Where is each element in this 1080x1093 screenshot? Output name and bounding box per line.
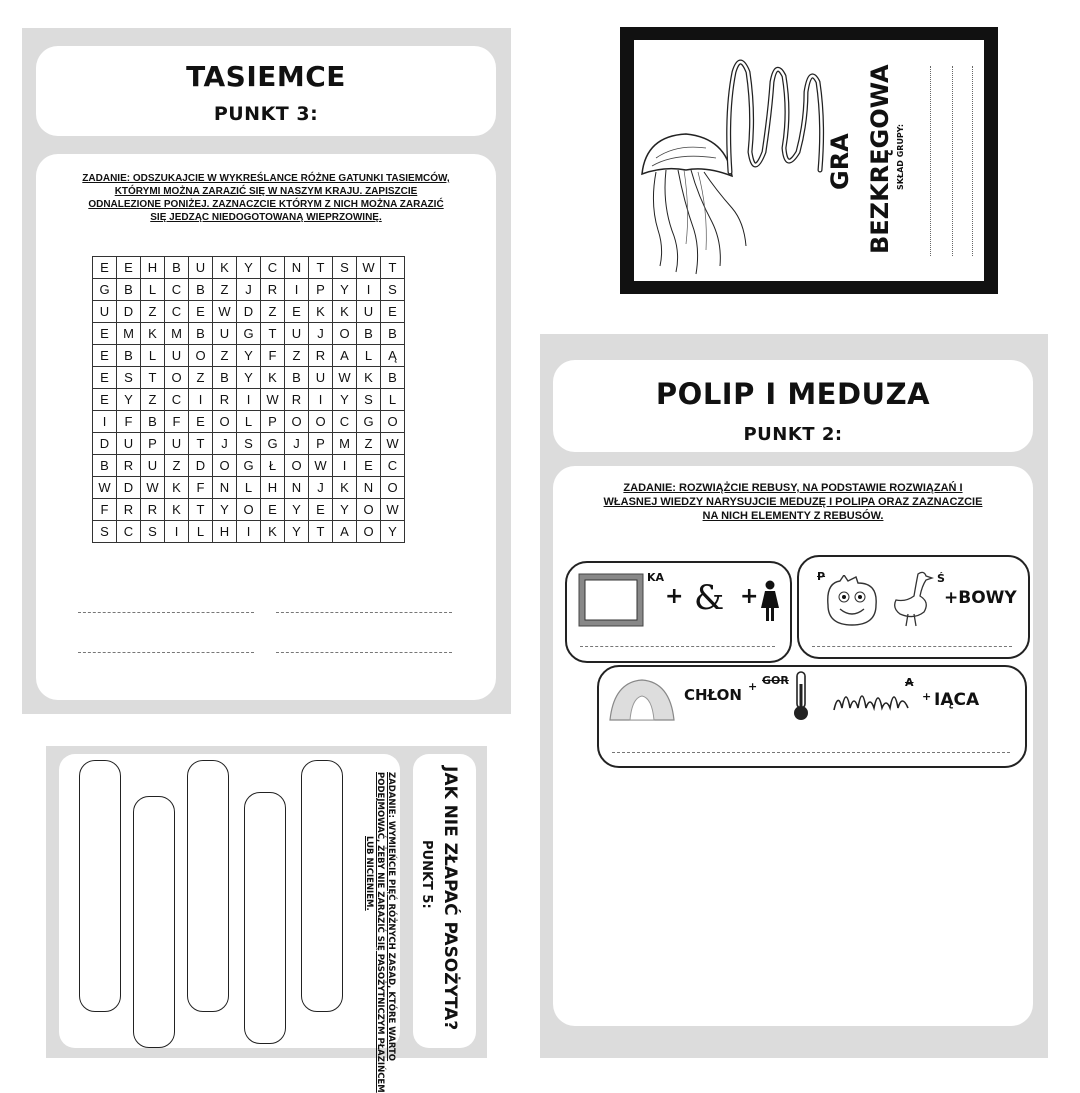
grid-cell[interactable]: M — [333, 433, 357, 455]
task-line: ODNALEZIONE PONIŻEJ. ZAZNACZCIE KTÓRYM Z NICH MOŻNA ZARAZIĆ — [88, 199, 444, 210]
rebus-3-tail: IĄCA — [934, 690, 980, 710]
answer-pill-1[interactable] — [79, 760, 121, 1012]
grid-cell[interactable]: A — [333, 521, 357, 543]
group-line[interactable] — [972, 66, 973, 256]
grid-cell[interactable]: U — [165, 433, 189, 455]
grid-cell[interactable]: Y — [237, 345, 261, 367]
grid-cell[interactable]: K — [357, 367, 381, 389]
grid-cell[interactable]: R — [309, 345, 333, 367]
grid-cell[interactable]: E — [93, 345, 117, 367]
grid-cell[interactable]: B — [189, 323, 213, 345]
grid-cell[interactable]: B — [117, 279, 141, 301]
grid-cell[interactable]: B — [189, 279, 213, 301]
grid-cell[interactable]: B — [141, 411, 165, 433]
grid-cell[interactable]: B — [93, 455, 117, 477]
grid-cell[interactable]: C — [165, 301, 189, 323]
grid-cell[interactable]: Z — [213, 279, 237, 301]
grid-cell[interactable]: O — [309, 411, 333, 433]
grid-cell[interactable]: U — [189, 257, 213, 279]
grid-cell[interactable]: E — [309, 499, 333, 521]
grid-cell[interactable]: B — [381, 323, 405, 345]
answer-pill-4[interactable] — [244, 792, 286, 1044]
grid-cell[interactable]: F — [93, 499, 117, 521]
grid-cell[interactable]: L — [237, 411, 261, 433]
grid-cell[interactable]: H — [213, 521, 237, 543]
grid-cell[interactable]: L — [141, 279, 165, 301]
grid-cell[interactable]: E — [93, 323, 117, 345]
grid-cell[interactable]: S — [381, 279, 405, 301]
rebus-3-plus: + — [748, 680, 758, 693]
rebus-1-plus-2: + — [740, 584, 759, 609]
grid-cell[interactable]: T — [189, 433, 213, 455]
cover-title-line-2: BEZKRĘGOWA — [866, 64, 894, 254]
grid-cell[interactable]: U — [357, 301, 381, 323]
task-line: ZADANIE: ODSZUKAJCIE W WYKREŚLANCE RÓŻNE GATUNKI TASIEMCÓW, — [82, 173, 450, 184]
grid-cell[interactable]: O — [357, 521, 381, 543]
polip-task — [560, 481, 1026, 523]
grid-cell[interactable]: O — [189, 345, 213, 367]
grid-cell[interactable]: A — [333, 345, 357, 367]
grid-cell[interactable]: D — [117, 477, 141, 499]
polip-point: PUNKT 2: — [743, 424, 843, 445]
grid-cell[interactable]: F — [189, 477, 213, 499]
grid-cell[interactable]: Y — [285, 521, 309, 543]
grid-cell[interactable]: N — [285, 477, 309, 499]
grid-cell[interactable]: O — [237, 499, 261, 521]
grid-cell[interactable]: C — [165, 279, 189, 301]
grid-row — [93, 433, 405, 455]
grid-cell[interactable]: K — [333, 477, 357, 499]
grid-cell[interactable]: T — [189, 499, 213, 521]
tasiemce-point: PUNKT 3: — [213, 103, 319, 125]
grid-cell[interactable]: L — [141, 345, 165, 367]
grid-cell[interactable]: C — [381, 455, 405, 477]
grid-cell[interactable]: O — [165, 367, 189, 389]
grid-cell[interactable]: N — [285, 257, 309, 279]
grid-cell[interactable]: K — [213, 257, 237, 279]
grid-cell[interactable]: Ł — [261, 455, 285, 477]
grid-cell[interactable]: Y — [333, 279, 357, 301]
task-line: NA NICH ELEMENTY Z REBUSÓW. — [702, 510, 884, 522]
grid-cell[interactable]: Y — [333, 499, 357, 521]
pasozyt-point: PUNKT 5: — [419, 840, 434, 909]
grid-cell[interactable]: I — [237, 521, 261, 543]
group-line[interactable] — [952, 66, 953, 256]
grid-cell[interactable]: J — [285, 433, 309, 455]
grid-cell[interactable]: U — [165, 345, 189, 367]
rebus-3-answer-line[interactable] — [612, 752, 1010, 753]
grid-cell[interactable]: E — [189, 411, 213, 433]
grid-cell[interactable]: I — [285, 279, 309, 301]
grid-cell[interactable]: Y — [237, 367, 261, 389]
grid-cell[interactable]: I — [309, 389, 333, 411]
pasozyt-task-line-2: PODEJMOWAĆ, ŻEBY NIE ZARAZIĆ SIĘ PASOŻYTNICZYM PŁAZIŃCEM — [375, 772, 385, 1093]
grid-cell[interactable]: O — [285, 411, 309, 433]
grid-cell[interactable]: F — [165, 411, 189, 433]
grid-cell[interactable]: R — [285, 389, 309, 411]
rebus-2-strike: P — [817, 570, 826, 583]
grid-row — [93, 477, 405, 499]
grid-cell[interactable]: R — [261, 279, 285, 301]
grid-cell[interactable]: K — [261, 367, 285, 389]
grid-cell[interactable]: I — [165, 521, 189, 543]
grid-cell[interactable]: P — [141, 433, 165, 455]
grid-cell[interactable]: G — [261, 433, 285, 455]
grid-cell[interactable]: R — [141, 499, 165, 521]
task-line: KTÓRYMI MOŻNA ZARAZIĆ SIĘ W NASZYM KRAJU. ZAPISZCIE — [114, 186, 418, 197]
grid-cell[interactable]: L — [357, 345, 381, 367]
pasozyt-task-line-1: ZADANIE: WYMIEŃCIE PIĘĆ RÓŻNYCH ZASAD, KTÓRE WARTO — [386, 772, 396, 1062]
grid-cell[interactable]: Z — [141, 389, 165, 411]
tasiemce-title: TASIEMCE — [186, 60, 346, 93]
monster-icon — [822, 575, 882, 627]
grid-cell[interactable]: G — [237, 323, 261, 345]
answer-pill-2[interactable] — [133, 796, 175, 1048]
grid-cell[interactable]: T — [381, 257, 405, 279]
answer-pill-5[interactable] — [301, 760, 343, 1012]
worm-illustration — [720, 52, 830, 182]
grid-cell[interactable]: I — [333, 455, 357, 477]
grid-row — [93, 257, 405, 279]
grid-cell[interactable]: E — [189, 301, 213, 323]
grid-cell[interactable]: S — [141, 521, 165, 543]
task-line: ZADANIE: ROZWIĄŻCIE REBUSY, NA PODSTAWIE ROZWIĄZAŃ I — [623, 482, 963, 494]
grid-row — [93, 411, 405, 433]
grid-cell[interactable]: B — [213, 367, 237, 389]
grid-row — [93, 389, 405, 411]
rebus-1-answer-line[interactable] — [580, 646, 775, 647]
grid-cell[interactable]: N — [213, 477, 237, 499]
grid-cell[interactable]: H — [261, 477, 285, 499]
grid-cell[interactable]: O — [213, 411, 237, 433]
grid-cell[interactable]: I — [237, 389, 261, 411]
grid-cell[interactable]: K — [141, 323, 165, 345]
grid-cell[interactable]: Y — [213, 499, 237, 521]
grid-cell[interactable]: L — [189, 521, 213, 543]
rebus-2-tail: +BOWY — [944, 588, 1017, 608]
grid-cell[interactable]: B — [165, 257, 189, 279]
rebus-3-strike: GOR — [762, 674, 789, 687]
pasozyt-task-line-3: LUB NICIENIEM. — [364, 836, 374, 911]
answer-line[interactable] — [78, 652, 254, 653]
grid-cell[interactable]: W — [141, 477, 165, 499]
grid-cell[interactable]: U — [141, 455, 165, 477]
rebus-3-strike-2: A — [905, 676, 914, 689]
grass-icon — [832, 682, 912, 712]
grid-cell[interactable]: K — [309, 301, 333, 323]
grid-cell[interactable]: Z — [141, 301, 165, 323]
grid-cell[interactable]: U — [213, 323, 237, 345]
grid-row — [93, 455, 405, 477]
answer-line[interactable] — [276, 652, 452, 653]
grid-cell[interactable]: U — [309, 367, 333, 389]
cover-title-line-1: GRA — [826, 133, 854, 190]
grid-cell[interactable]: M — [165, 323, 189, 345]
answer-line[interactable] — [276, 612, 452, 613]
grid-cell[interactable]: G — [237, 455, 261, 477]
grid-row — [93, 323, 405, 345]
grid-cell[interactable]: R — [117, 499, 141, 521]
grid-cell[interactable]: J — [237, 279, 261, 301]
grid-cell[interactable]: F — [261, 345, 285, 367]
grid-cell[interactable]: J — [309, 477, 333, 499]
grid-cell[interactable]: O — [333, 323, 357, 345]
grid-cell[interactable]: U — [117, 433, 141, 455]
grid-cell[interactable]: B — [381, 367, 405, 389]
rebus-3-plus-2: + — [922, 690, 932, 703]
grid-cell[interactable]: Y — [333, 389, 357, 411]
grid-cell[interactable]: E — [261, 499, 285, 521]
grid-cell[interactable]: Z — [213, 345, 237, 367]
grid-row — [93, 367, 405, 389]
grid-cell[interactable]: P — [309, 433, 333, 455]
grid-cell[interactable]: F — [117, 411, 141, 433]
grid-row — [93, 521, 405, 543]
word-search-grid — [92, 256, 405, 543]
grid-cell[interactable]: K — [165, 477, 189, 499]
grid-cell[interactable]: Y — [237, 257, 261, 279]
grid-cell[interactable]: E — [93, 367, 117, 389]
grid-cell[interactable]: R — [117, 455, 141, 477]
grid-cell[interactable]: G — [357, 411, 381, 433]
grid-cell[interactable]: I — [189, 389, 213, 411]
grid-cell[interactable]: D — [189, 455, 213, 477]
grid-cell[interactable]: O — [381, 411, 405, 433]
grid-cell[interactable]: P — [261, 411, 285, 433]
grid-cell[interactable]: B — [117, 345, 141, 367]
woman-icon — [760, 580, 780, 622]
grid-cell[interactable]: W — [261, 389, 285, 411]
grid-cell[interactable]: C — [333, 411, 357, 433]
grid-cell[interactable]: T — [141, 367, 165, 389]
grid-cell[interactable]: U — [93, 301, 117, 323]
grid-cell[interactable]: R — [213, 389, 237, 411]
grid-cell[interactable]: Z — [189, 367, 213, 389]
grid-cell[interactable]: Y — [285, 499, 309, 521]
rebus-1-ampersand: & — [694, 578, 725, 618]
grid-cell[interactable]: Y — [117, 389, 141, 411]
grid-cell[interactable]: Z — [165, 455, 189, 477]
grid-cell[interactable]: D — [117, 301, 141, 323]
rebus-1-plus: + — [665, 584, 684, 609]
grid-cell[interactable]: T — [261, 323, 285, 345]
grid-cell[interactable]: O — [381, 477, 405, 499]
task-line: WŁASNEJ WIEDZY NARYSUJCIE MEDUZĘ I POLIPA ORAZ ZAZNACZCIE — [603, 496, 983, 508]
grid-cell[interactable]: K — [261, 521, 285, 543]
grid-cell[interactable]: L — [381, 389, 405, 411]
grid-cell[interactable]: S — [333, 257, 357, 279]
rebus-1-sup: KA — [647, 571, 665, 584]
grid-cell[interactable]: P — [309, 279, 333, 301]
grid-cell[interactable]: W — [309, 455, 333, 477]
group-line[interactable] — [930, 66, 931, 256]
grid-cell[interactable]: Ą — [381, 345, 405, 367]
grid-cell[interactable]: G — [93, 279, 117, 301]
grid-cell[interactable]: K — [333, 301, 357, 323]
grid-cell[interactable]: E — [93, 389, 117, 411]
grid-cell[interactable]: Z — [357, 433, 381, 455]
grid-cell[interactable]: Y — [381, 521, 405, 543]
grid-cell[interactable]: E — [117, 257, 141, 279]
grid-cell[interactable]: T — [309, 257, 333, 279]
grid-cell[interactable]: W — [381, 499, 405, 521]
grid-cell[interactable]: D — [237, 301, 261, 323]
goose-icon — [890, 568, 934, 628]
grid-cell[interactable]: M — [117, 323, 141, 345]
grid-cell[interactable]: Z — [261, 301, 285, 323]
grid-cell[interactable]: W — [357, 257, 381, 279]
grid-cell[interactable]: C — [261, 257, 285, 279]
thermometer-icon — [792, 670, 810, 722]
cover-group-label: SKŁAD GRUPY: — [896, 123, 905, 190]
grid-cell[interactable]: Z — [285, 345, 309, 367]
answer-line[interactable] — [78, 612, 254, 613]
grid-cell[interactable]: J — [309, 323, 333, 345]
grid-cell[interactable]: E — [381, 301, 405, 323]
grid-cell[interactable]: B — [285, 367, 309, 389]
grid-cell[interactable]: I — [93, 411, 117, 433]
grid-row — [93, 499, 405, 521]
grid-cell[interactable]: E — [285, 301, 309, 323]
grid-cell[interactable]: W — [333, 367, 357, 389]
tasiemce-task — [46, 172, 486, 224]
grid-cell[interactable]: N — [357, 477, 381, 499]
grid-cell[interactable]: O — [357, 499, 381, 521]
grid-cell[interactable]: B — [357, 323, 381, 345]
picture-frame-icon — [578, 573, 644, 627]
grid-cell[interactable]: K — [165, 499, 189, 521]
grid-cell[interactable]: D — [93, 433, 117, 455]
grid-row — [93, 345, 405, 367]
grid-cell[interactable]: U — [285, 323, 309, 345]
grid-cell[interactable]: J — [213, 433, 237, 455]
grid-row — [93, 301, 405, 323]
grid-cell[interactable]: O — [213, 455, 237, 477]
grid-cell[interactable]: I — [357, 279, 381, 301]
grid-cell[interactable]: S — [237, 433, 261, 455]
rebus-3-word: CHŁON — [684, 686, 742, 704]
grid-cell[interactable]: W — [93, 477, 117, 499]
grid-cell[interactable]: C — [117, 521, 141, 543]
grid-cell[interactable]: L — [237, 477, 261, 499]
cave-icon — [608, 676, 676, 722]
grid-cell[interactable]: S — [117, 367, 141, 389]
grid-cell[interactable]: E — [357, 455, 381, 477]
grid-cell[interactable]: H — [141, 257, 165, 279]
grid-cell[interactable]: W — [381, 433, 405, 455]
rebus-2-answer-line[interactable] — [812, 646, 1012, 647]
rebus-2-sup: Ś — [937, 572, 945, 585]
grid-cell[interactable]: E — [93, 257, 117, 279]
grid-cell[interactable]: W — [213, 301, 237, 323]
grid-row — [93, 279, 405, 301]
polip-title: POLIP I MEDUZA — [655, 377, 931, 411]
grid-cell[interactable]: S — [357, 389, 381, 411]
grid-cell[interactable]: S — [93, 521, 117, 543]
task-line: SIĘ JEDZĄC NIEDOGOTOWANĄ WIEPRZOWINĘ. — [150, 212, 382, 223]
grid-cell[interactable]: T — [309, 521, 333, 543]
grid-cell[interactable]: C — [165, 389, 189, 411]
answer-pill-3[interactable] — [187, 760, 229, 1012]
pasozyt-title: JAK NIE ZŁAPAĆ PASOŻYTA? — [440, 766, 460, 1031]
grid-cell[interactable]: O — [285, 455, 309, 477]
